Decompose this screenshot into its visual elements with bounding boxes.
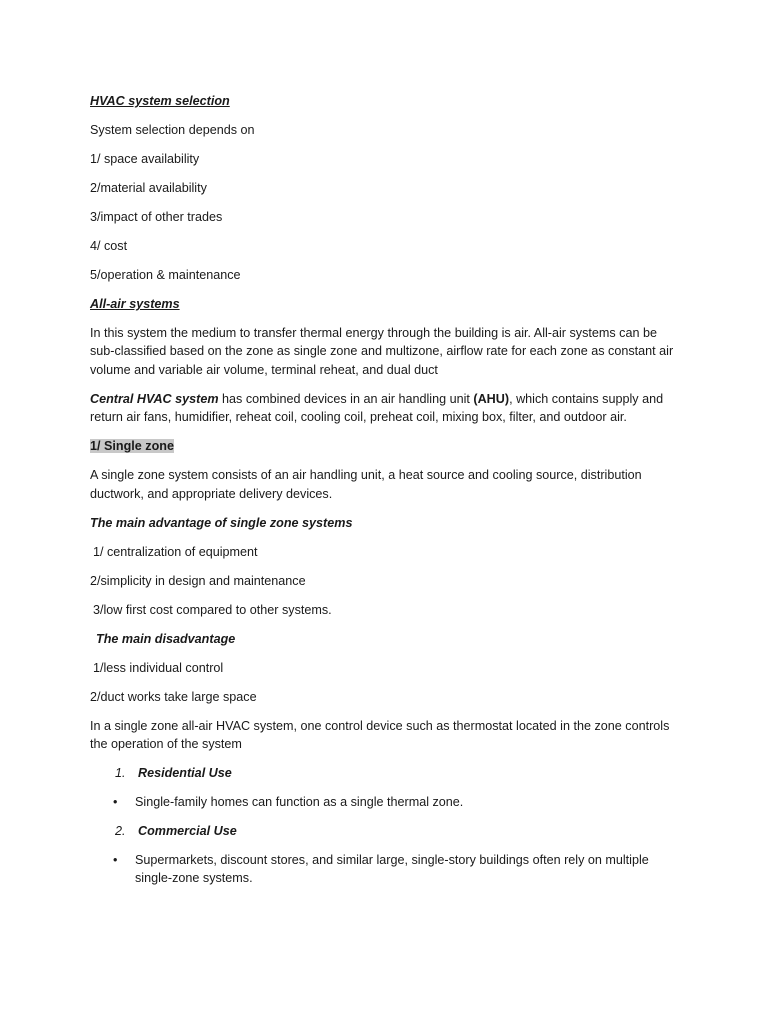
selection-item: 1/ space availability — [90, 152, 200, 166]
heading-all-air-systems — [90, 295, 680, 313]
bullet-icon: • — [113, 853, 118, 868]
selection-intro: System selection depends on — [90, 123, 255, 137]
list-number: 2. — [115, 824, 126, 839]
bullet-list-item — [90, 793, 680, 811]
list-item-title: Commercial Use — [138, 824, 237, 839]
bullet-icon: • — [113, 795, 118, 810]
central-hvac-paragraph — [90, 390, 680, 427]
selection-item: 5/operation & maintenance — [90, 268, 241, 282]
bullet-list-item — [90, 851, 680, 888]
disadvantage-item: 2/duct works take large space — [90, 689, 257, 704]
central-hvac-text: has combined devices in an air handling unit — [218, 391, 474, 406]
ahu-term: (AHU) — [473, 391, 510, 406]
control-paragraph: In a single zone all-air HVAC system, one control device such as thermostat located in the zone controls the operation of the system — [90, 718, 670, 752]
disadvantage-item: 1/less individual control — [93, 660, 224, 675]
disadvantage-heading-text: The main disadvantage — [96, 631, 236, 646]
heading-hvac-selection — [90, 92, 680, 110]
numbered-list-item — [90, 764, 680, 782]
advantage-item: 2/simplicity in design and maintenance — [90, 573, 306, 588]
advantage-heading-text: The main advantage of single zone systems — [90, 515, 353, 530]
selection-item: 2/material availability — [90, 181, 207, 195]
selection-item: 4/ cost — [90, 239, 128, 253]
highlighted-heading: 1/ Single zone — [90, 439, 174, 454]
disadvantage-heading — [90, 630, 680, 648]
numbered-list-item — [90, 822, 680, 840]
bullet-text: Supermarkets, discount stores, and similar large, single-story buildings often rely on multiple single-zone systems. — [135, 853, 649, 886]
heading-single-zone — [90, 437, 680, 455]
advantage-item: 1/ centralization of equipment — [93, 544, 258, 559]
selection-item: 3/impact of other trades — [90, 210, 223, 224]
heading-text: HVAC system selection — [90, 94, 230, 108]
document-page — [90, 92, 680, 898]
heading-text: All-air systems — [90, 297, 180, 311]
list-number: 1. — [115, 766, 126, 781]
all-air-paragraph: In this system the medium to transfer thermal energy through the building is air. All-air systems can be sub-classified based on the zone as single zone and multizone, airflow rate for each zone as constant air volume and variable air volume, terminal reheat, and dual duct — [90, 326, 674, 377]
list-item-title: Residential Use — [138, 766, 232, 781]
central-hvac-text-rest: , which contains supply and return air fans, humidifier, reheat coil, cooling coil, preheat coil, mixing box, filter, and outdoor air. — [90, 391, 664, 425]
single-zone-paragraph: A single zone system consists of an air handling unit, a heat source and cooling source, distribution ductwork, and appropriate delivery devices. — [90, 468, 642, 501]
bullet-text: Single-family homes can function as a single thermal zone. — [135, 795, 464, 810]
advantage-heading — [90, 514, 680, 532]
central-hvac-term: Central HVAC system — [90, 391, 219, 406]
advantage-item: 3/low first cost compared to other systems. — [93, 602, 332, 617]
